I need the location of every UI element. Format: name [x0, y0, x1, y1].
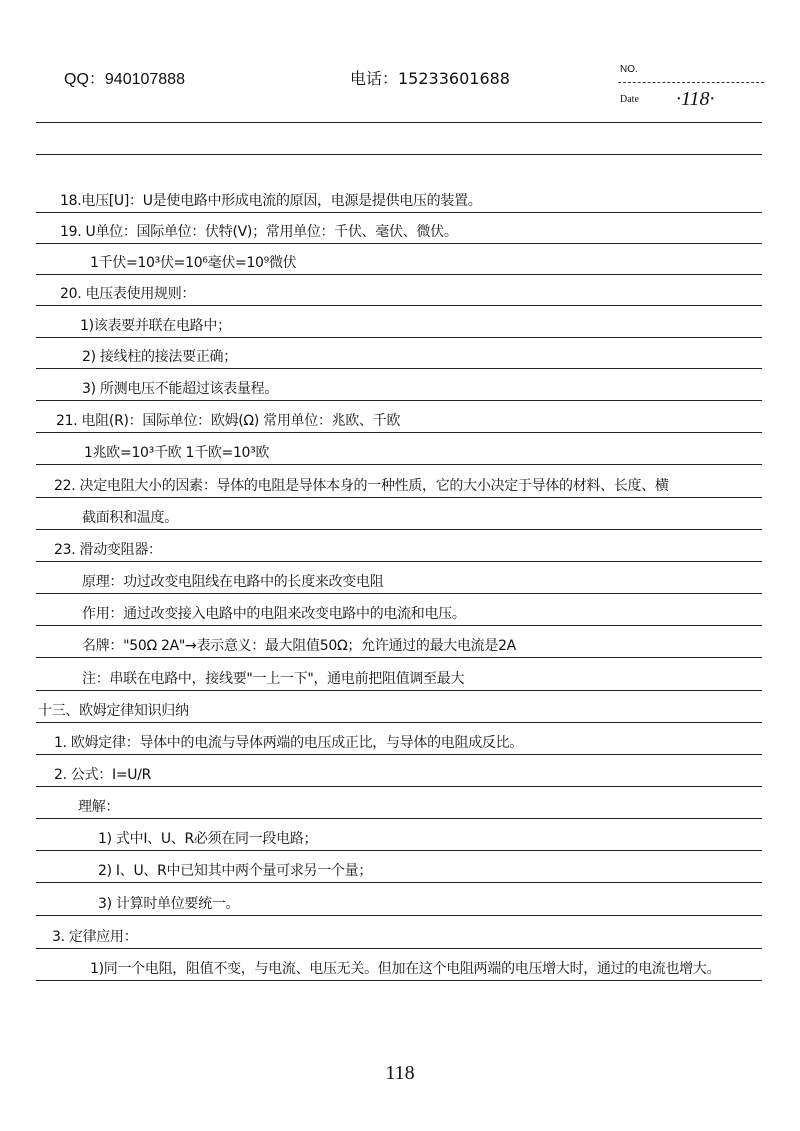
note-line	[36, 467, 762, 498]
note-text: 十三、欧姆定律知识归纳	[38, 703, 189, 719]
note-text: 1兆欧=10³千欧 1千欧=10³欧	[84, 445, 270, 461]
note-line	[36, 499, 762, 530]
note-text: 19. U单位：国际单位：伏特(V)；常用单位：千伏、毫伏、微伏。	[60, 224, 458, 240]
note-line	[36, 885, 762, 916]
first-ruled-line	[36, 154, 762, 155]
note-line	[36, 627, 762, 658]
note-line	[36, 788, 762, 819]
note-line	[36, 275, 762, 306]
phone-contact: 电话：15233601688	[350, 69, 510, 88]
note-text: 23. 滑动变阻器：	[54, 542, 162, 558]
note-text: 作用：通过改变接入电路中的电阻来改变电路中的电流和电压。	[82, 606, 466, 622]
page-header	[0, 64, 800, 110]
qq-contact: QQ：940107888	[64, 71, 185, 88]
note-text: 理解：	[78, 799, 120, 815]
note-line	[36, 918, 762, 949]
note-line	[36, 434, 762, 465]
note-text: 1. 欧姆定律：导体中的电流与导体两端的电压成正比，与导体的电阻成反比。	[54, 735, 524, 751]
note-line	[36, 595, 762, 626]
date-value: ·118·	[676, 88, 715, 110]
note-text: 21. 电阻(R)：国际单位：欧姆(Ω) 常用单位：兆欧、千欧	[56, 413, 401, 429]
note-text: 1)同一个电阻，阻值不变，与电流、电压无关。但加在这个电阻两端的电压增大时，通过的电流也增大。	[90, 961, 721, 977]
note-line	[36, 660, 762, 691]
note-line	[36, 213, 762, 244]
note-line	[36, 692, 762, 723]
date-label: Date	[620, 94, 639, 105]
note-line	[36, 950, 762, 981]
note-text: 3) 所测电压不能超过该表量程。	[82, 381, 279, 397]
note-text: 2. 公式：I=U/R	[54, 767, 152, 783]
note-text: 1千伏=10³伏=10⁶毫伏=10⁹微伏	[90, 255, 297, 271]
number-label: NO.	[620, 64, 638, 75]
note-text: 3) 计算时单位要统一。	[98, 896, 240, 912]
number-underline	[618, 82, 764, 83]
note-line	[36, 820, 762, 851]
note-text: 3. 定律应用：	[52, 929, 138, 945]
note-text: 1) 式中I、U、R必须在同一段电路；	[98, 831, 318, 847]
note-line	[36, 563, 762, 594]
note-line	[36, 402, 762, 433]
note-line	[36, 852, 762, 883]
note-line	[36, 756, 762, 787]
note-text: 2) I、U、R中已知其中两个量可求另一个量；	[98, 863, 373, 879]
note-text: 1)该表要并联在电路中；	[80, 318, 231, 334]
note-line	[36, 307, 762, 338]
note-text: 2) 接线柱的接法要正确；	[82, 349, 237, 365]
note-line	[36, 531, 762, 562]
note-text: 20. 电压表使用规则：	[60, 286, 196, 302]
note-line	[36, 182, 762, 213]
note-text: 18.电压[U]：U是使电路中形成电流的原因，电源是提供电压的装置。	[60, 193, 482, 209]
note-line	[36, 244, 762, 275]
note-text: 截面积和温度。	[82, 510, 178, 526]
note-text: 22. 决定电阻大小的因素：导体的电阻是导体本身的一种性质，它的大小决定于导体的材料、长度、横	[54, 478, 669, 494]
note-line	[36, 338, 762, 369]
page-number: 118	[385, 1062, 415, 1084]
note-text: 原理：功过改变电阻线在电路中的长度来改变电阻	[82, 574, 384, 590]
note-line	[36, 724, 762, 755]
note-text: 注：串联在电路中，接线要"一上一下"，通电前把阻值调至最大	[82, 671, 465, 687]
header-rule	[36, 122, 762, 123]
note-line	[36, 370, 762, 401]
note-text: 名牌："50Ω 2A"→表示意义：最大阻值50Ω；允许通过的最大电流是2A	[82, 638, 516, 654]
